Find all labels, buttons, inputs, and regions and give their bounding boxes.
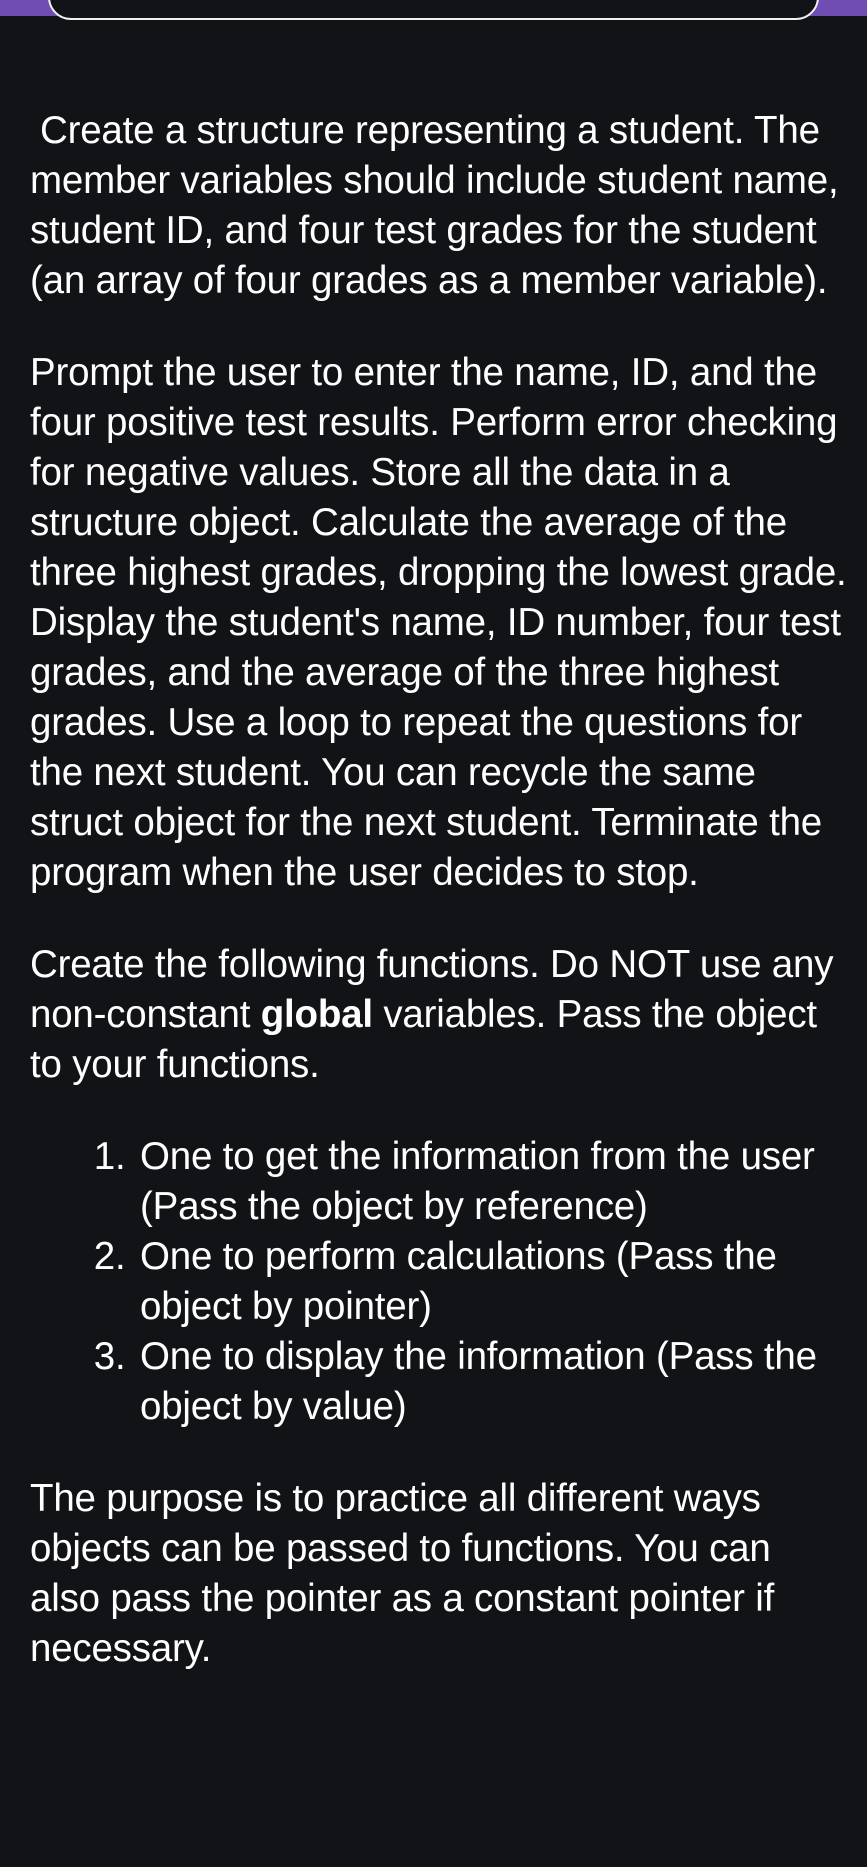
global-emphasis: global xyxy=(260,993,373,1036)
assignment-text xyxy=(30,106,850,1674)
functions-intro-after: variables. Pass the object to your functions. xyxy=(30,993,817,1086)
paragraph-purpose: The purpose is to practice all different ways objects can be passed to functions. You can also pass the pointer as a constant pointer if necessary. xyxy=(30,1477,775,1670)
list-item: 2. One to perform calculations (Pass the object by pointer) xyxy=(136,1232,850,1332)
paragraph-structure: Create a structure representing a student. The member variables should include student name, student ID, and four test grades for the student (an array of four grades as a member variable). xyxy=(30,109,839,302)
functions-intro-before: Create the following functions. Do NOT use any non-constant xyxy=(30,943,834,1036)
list-item: 1. One to get the information from the user (Pass the object by reference) xyxy=(136,1132,850,1232)
top-input-pill[interactable] xyxy=(48,0,819,20)
paragraph-functions-intro xyxy=(30,940,850,1090)
list-item: 3. One to display the information (Pass the object by value) xyxy=(136,1332,850,1432)
functions-list xyxy=(30,1132,850,1432)
paragraph-instructions: Prompt the user to enter the name, ID, and the four positive test results. Perform error checking for negative values. Store all the data in a structure object. Calculate the average of the three highest grades, dropping the lowest grade. Display the student's name, ID number, four test grades, and the average of the three highest grades. Use a loop to repeat the questions for the next student. You can recycle the same struct object for the next student. Terminate the program when the user decides to stop. xyxy=(30,351,847,894)
